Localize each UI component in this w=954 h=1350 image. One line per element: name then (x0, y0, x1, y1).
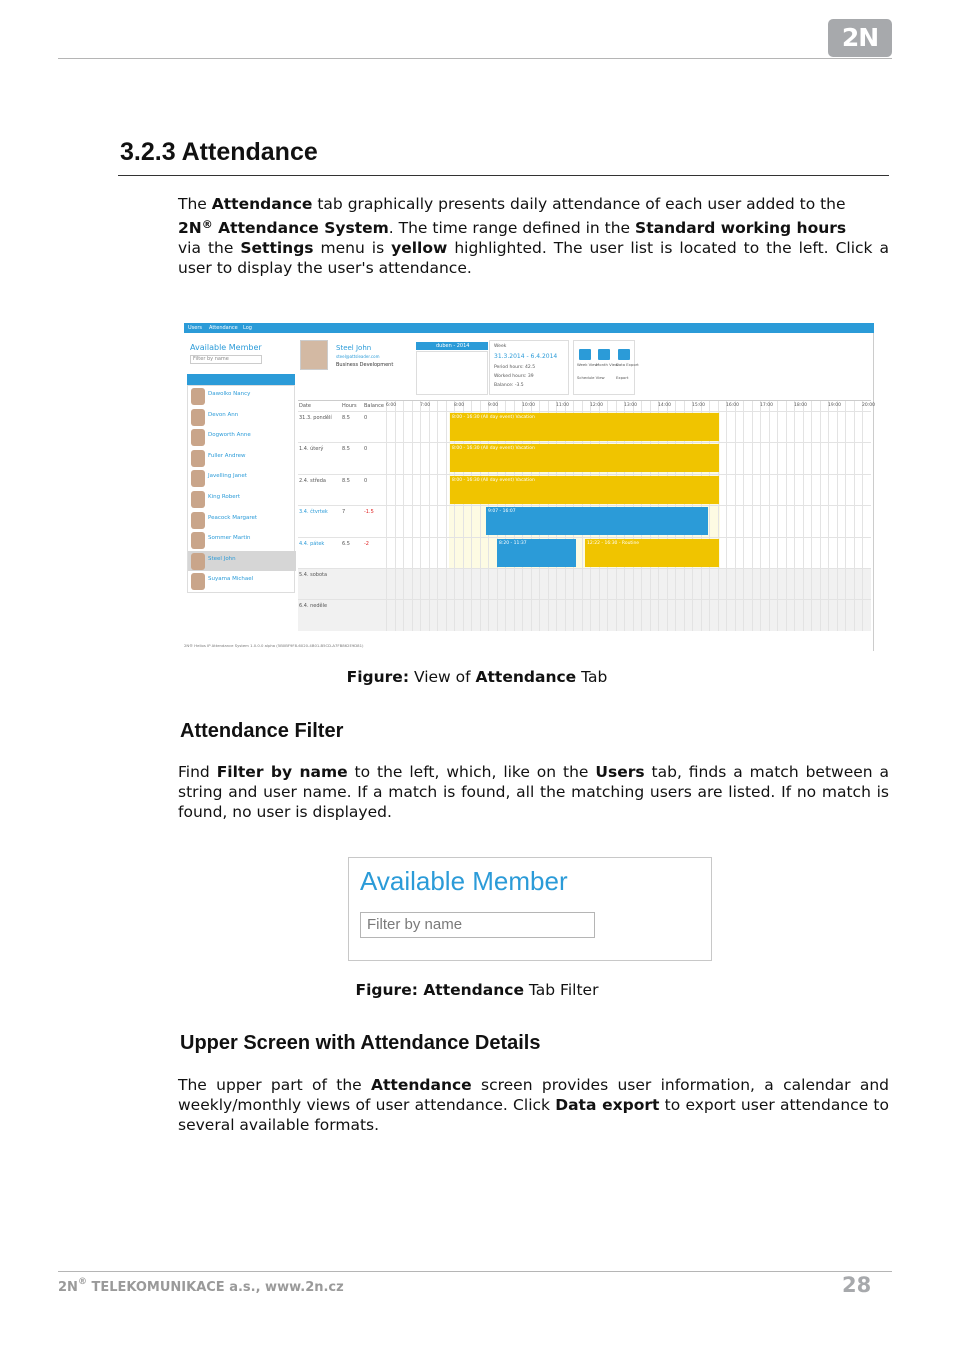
filter-paragraph: Find Filter by name to the left, which, like on the Users tab, finds a match between a string and user name. If a match is found, all the matching users are listed. If no match is found, no user is displayed. (178, 763, 890, 821)
calendar-header (416, 342, 488, 350)
balance: Balance: -3.5 (494, 383, 524, 388)
member-panel-title: Available Member (190, 343, 262, 352)
filter-section-title: Attendance Filter (180, 720, 344, 742)
upper-screen-section-title: Upper Screen with Attendance Details (180, 1032, 541, 1054)
figure1-caption: Figure: View of Attendance Tab (346, 668, 608, 686)
profile-name: Steel John (336, 344, 372, 352)
avatar (191, 532, 205, 549)
week-label: Week (494, 344, 507, 349)
member-item[interactable]: Sommer Martin (188, 530, 296, 550)
header-rule (58, 58, 892, 59)
upper-screen-paragraph: The upper part of the Attendance screen provides user information, a calendar and weekly/monthly views of user attendance. Click Data export to export user attendance to several available formats. (178, 1076, 890, 1134)
week-range: 31.3.2014 - 6.4.2014 (494, 353, 558, 360)
member-item[interactable]: Javelling Janet (188, 468, 296, 488)
section-title: 3.2.3 Attendance (120, 138, 318, 166)
attendance-block[interactable]: 8:20 - 11:37 (497, 539, 576, 567)
member-item-selected[interactable]: Steel John (188, 551, 296, 571)
avatar (191, 409, 205, 426)
member-item[interactable]: Fuller Andrew (188, 448, 296, 468)
vacation-block[interactable]: 8:00 - 16:30 (All day event) Vacation (450, 413, 719, 441)
avatar (191, 388, 205, 405)
tab-log[interactable]: Log (243, 325, 252, 331)
calendar-month: duben - 2014 (436, 343, 470, 349)
footer-rule (58, 1271, 892, 1272)
worked-hours: Worked hours: 39 (494, 374, 534, 379)
intro-paragraph: The Attendance tab graphically presents daily attendance of each user added to the 2N® Attendance System. The time range defined in the Standard working hours via the Settings menu is yellow highlighted. The user list is located to the left. Click a user to display the user's attendance. (178, 195, 889, 277)
avatar (191, 450, 205, 467)
attendance-block[interactable]: 9:07 - 16:07 (486, 507, 708, 535)
attendance-tab-figure (184, 323, 876, 651)
tab-attendance[interactable]: Attendance (209, 325, 238, 331)
app-tab-bar (184, 323, 874, 333)
avatar (191, 553, 205, 570)
avatar (191, 470, 205, 487)
data-export-button[interactable] (618, 349, 630, 360)
app-version: 2N® Helios IP Attendance System 1.0.0.0 alpha (5B0BF9F8-6020-4B01-B5CD-A7FB862E9D81) (184, 643, 364, 648)
profile-department: Business Development (336, 362, 394, 368)
member-item[interactable]: King Robert (188, 489, 296, 509)
view-toolbar: Week View Month View Data Export Schedule View Export (573, 340, 635, 395)
vacation-block[interactable]: 8:00 - 16:30 (All day event) Vacation (450, 444, 719, 472)
page-number: 28 (842, 1273, 872, 1297)
filter-figure (348, 857, 712, 961)
footer-company: 2N® TELEKOMUNIKACE a.s., www.2n.cz (58, 1277, 344, 1295)
section-title-rule (118, 175, 889, 176)
avatar (191, 573, 205, 590)
figure-frame (873, 333, 874, 651)
profile-photo (300, 340, 328, 370)
tab-users[interactable]: Users (188, 325, 203, 331)
member-item[interactable]: Dogworth Anne (188, 427, 296, 447)
vacation-block[interactable]: 8:00 - 16:30 (All day event) Vacation (450, 476, 719, 504)
week-summary (489, 340, 569, 395)
member-item[interactable]: Devon Ann (188, 407, 296, 427)
figure2-caption: Figure: Attendance Tab Filter (355, 981, 599, 999)
avatar (191, 429, 205, 446)
member-item[interactable]: Suyama Michael (188, 571, 296, 591)
attendance-grid: Date Hours Balance 6:00 7:00 8:00 9:00 10:00 11:00 12:00 13:00 14:00 15:00 16:00 17:00 18:00 19:00 20:00 31.3. pondělí 8.5 0 1.4. úterý 8.5 0 2.4. středa 8.5 0 3.4. čtvrtek 7 -1.5 4.4. pátek 6.5 -2 5.4. sobota 6.4. neděle 8:00 - 16:30 (All day event) Vacation 8:00 - 16:30 (All day event) Vacation 8:00 - 16:30 (All day event) Vacation 9:07 - 16:07 8:20 - 11:37 12:22 - 16:30 - Routine (298, 400, 871, 630)
member-item[interactable]: Peacock Margaret (188, 510, 296, 530)
profile-email: steel@attsleader.com (336, 354, 380, 359)
member-filter-input[interactable]: Filter by name (190, 355, 262, 364)
member-list-header (187, 374, 295, 385)
routine-block[interactable]: 12:22 - 16:30 - Routine (585, 539, 719, 567)
avatar (191, 491, 205, 508)
avatar (191, 512, 205, 529)
month-view-button[interactable] (598, 349, 610, 360)
week-view-button[interactable] (579, 349, 591, 360)
calendar-grid[interactable] (416, 351, 488, 395)
period-hours: Period hours: 42.5 (494, 365, 536, 370)
member-list (187, 385, 295, 593)
brand-logo: 2N (828, 19, 892, 57)
member-item[interactable]: Dawolko Nancy (188, 386, 296, 406)
filter-by-name-input[interactable]: Filter by name (360, 912, 595, 938)
available-member-title: Available Member (360, 866, 568, 896)
